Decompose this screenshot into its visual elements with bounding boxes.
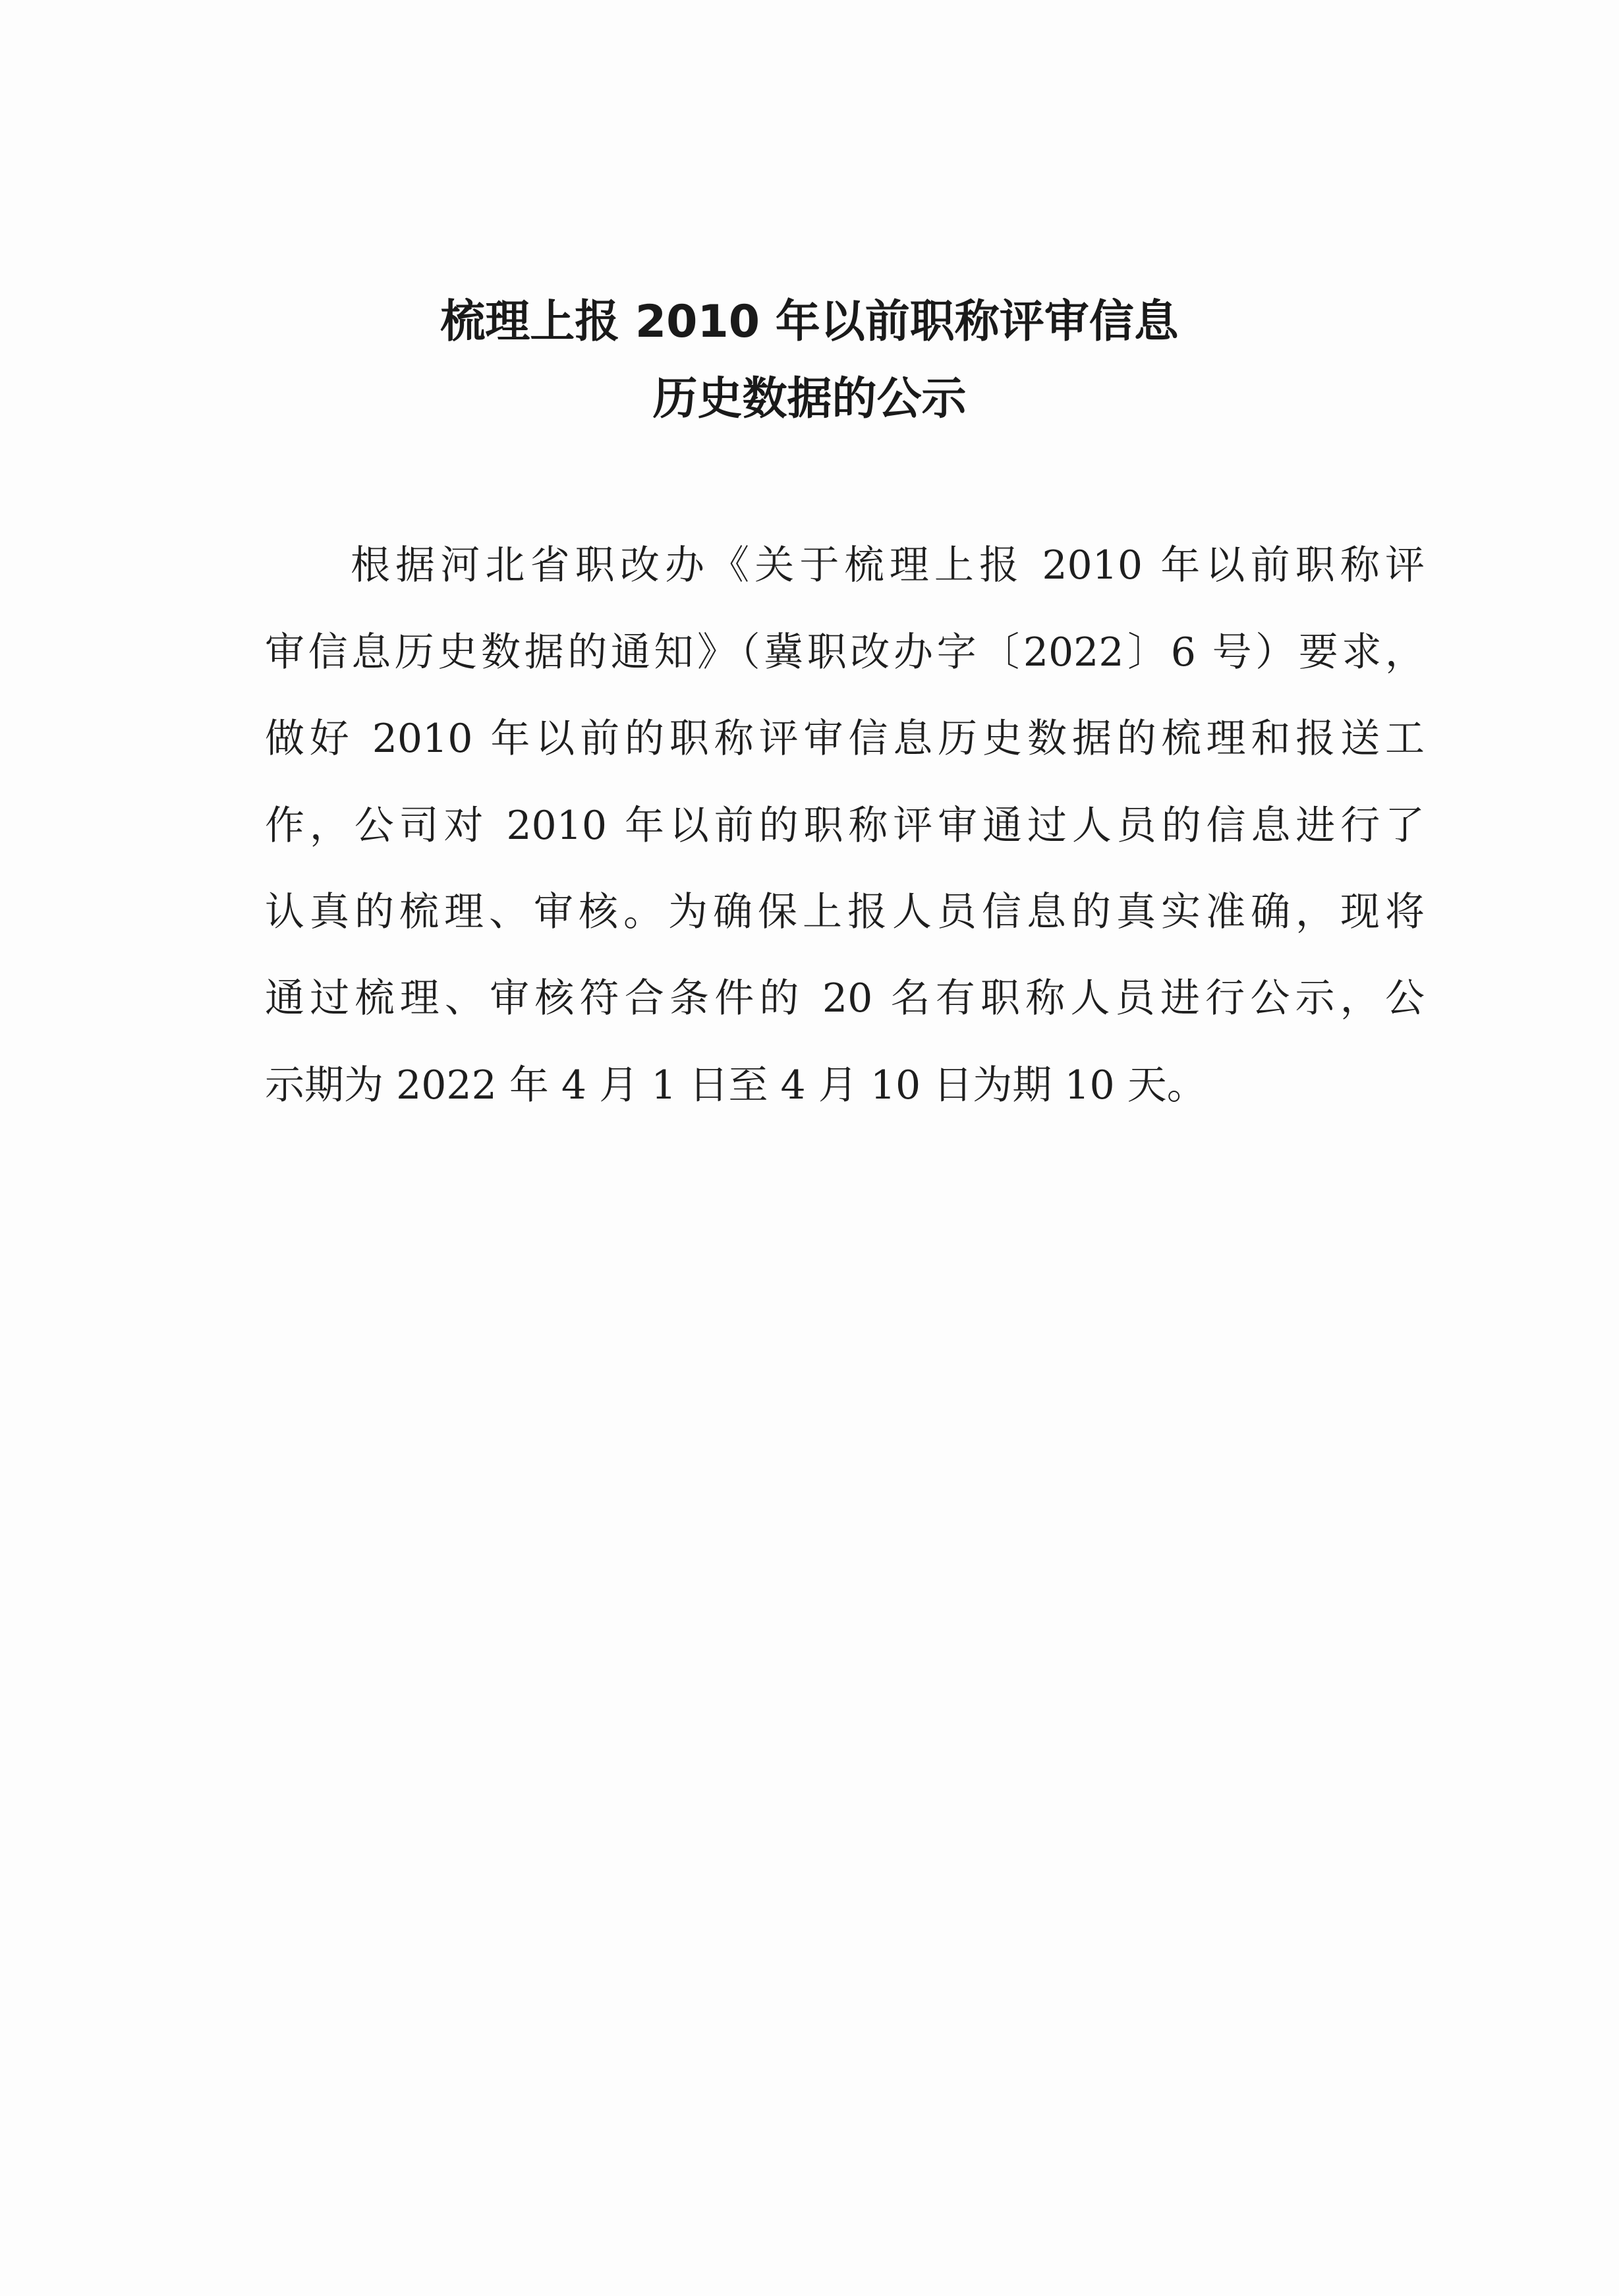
- body-paragraph-line: 做好 2010 年以前的职称评审信息历史数据的梳理和报送工: [265, 716, 1425, 762]
- body-paragraph-line: 审信息历史数据的通知》（冀职改办字〔2022〕6 号）要求，: [265, 629, 1425, 675]
- body-paragraph-line: 示期为 2022 年 4 月 1 日至 4 月 10 日为期 10 天。: [265, 1062, 1207, 1108]
- body-paragraph-line: 根据河北省职改办《关于梳理上报 2010 年以前职称评: [351, 542, 1425, 588]
- body-paragraph-line: 作，公司对 2010 年以前的职称评审通过人员的信息进行了: [265, 803, 1425, 849]
- body-paragraph-line: 通过梳理、审核符合条件的 20 名有职称人员进行公示，公: [265, 975, 1425, 1021]
- body-paragraph-line: 认真的梳理、审核。为确保上报人员信息的真实准确，现将: [265, 889, 1425, 935]
- document-title-line-1: 梳理上报 2010 年以前职称评审信息: [440, 296, 1179, 348]
- document-title-line-2: 历史数据的公示: [652, 373, 967, 425]
